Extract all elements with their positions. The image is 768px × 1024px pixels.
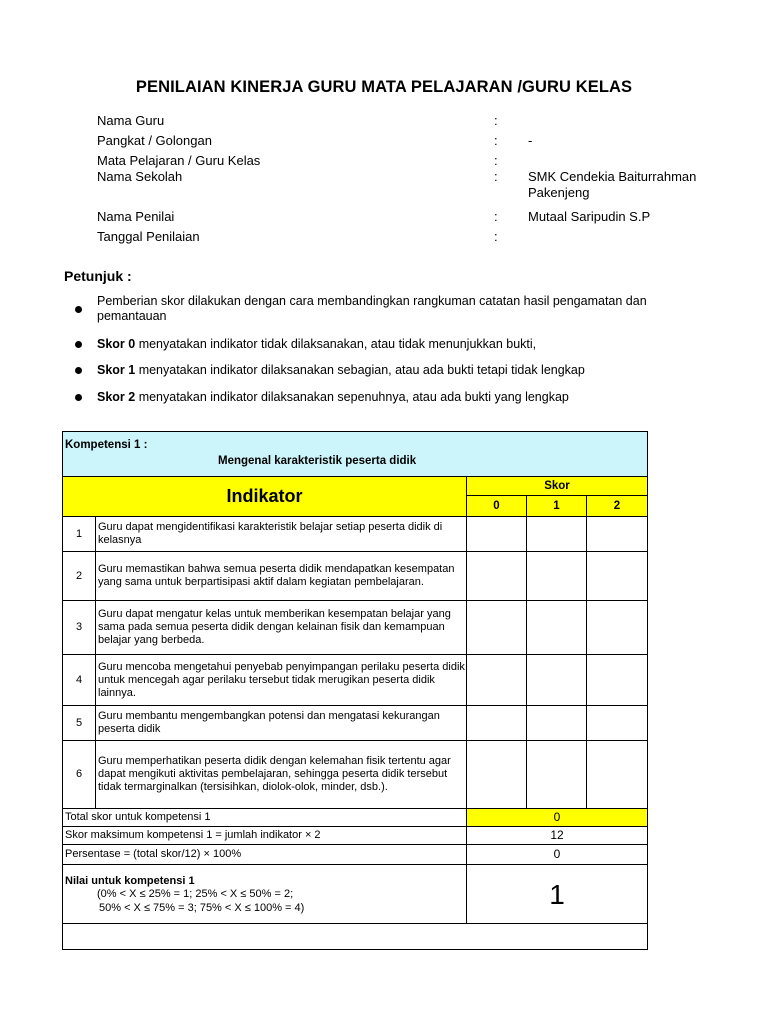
skor-cell[interactable] [526,600,587,655]
skor-cell[interactable] [526,740,587,809]
bullet-icon [75,367,82,374]
total-skor-value: 0 [466,808,648,827]
petunjuk-bold: Skor 0 [97,337,136,351]
info-colon: : [494,153,498,168]
petunjuk-desc: menyatakan indikator tidak dilaksanakan, atau tidak menunjukkan bukti, [135,337,537,351]
info-colon: : [494,209,498,224]
skor-cell[interactable] [466,705,527,741]
skor-cell[interactable] [586,516,648,552]
skor-cell[interactable] [466,654,527,706]
skor-cell[interactable] [586,600,648,655]
indikator-text: Guru memperhatikan peserta didik dengan kelemahan fisik tertentu agar dapat mengikuti aktivitas pembelajaran, sehingga peserta didik tersebut tidak termarginalkan (tersisihkan, diolok-olok, minder, dsb.). [95,740,467,809]
skor-cell[interactable] [586,654,648,706]
info-label: Pangkat / Golongan [97,133,212,148]
indikator-text: Guru memastikan bahwa semua peserta didik mendapatkan kesempatan yang sama untuk berpartisipasi aktif dalam kegiatan pembelajaran. [95,551,467,601]
info-colon: : [494,133,498,148]
petunjuk-bold: Skor 1 [97,363,136,377]
skor-cell[interactable] [526,705,587,741]
skor-col-1: 1 [526,495,587,517]
info-colon: : [494,169,498,184]
indikator-text: Guru dapat mengatur kelas untuk memberikan kesempatan belajar yang sama pada semua peserta didik dengan kelainan fisik dan kemampuan belajar yang berbeda. [95,600,467,655]
row-number: 1 [62,516,96,552]
info-label: Nama Sekolah [97,169,183,184]
skor-cell[interactable] [466,740,527,809]
kompetensi-label: Kompetensi 1 : [65,439,148,451]
petunjuk-text: Pemberian skor dilakukan dengan cara membandingkan rangkuman catatan hasil pengamatan dan pemantauan [97,294,647,323]
skor-cell[interactable] [586,740,648,809]
skor-cell[interactable] [526,551,587,601]
petunjuk-desc: menyatakan indikator dilaksanakan sebagian, atau ada bukti tetapi tidak lengkap [135,363,585,377]
skor-col-2: 2 [586,495,648,517]
kompetensi-header [62,431,648,477]
nilai-range-2: 50% < X ≤ 75% = 3; 75% < X ≤ 100% = 4) [99,902,305,914]
skor-col-0: 0 [466,495,527,517]
info-value: SMK Cendekia Baiturrahman Pakenjeng [528,169,697,200]
skor-maksimum-value: 12 [466,826,648,845]
petunjuk-text [97,337,657,352]
nilai-range-1: (0% < X ≤ 25% = 1; 25% < X ≤ 50% = 2; [97,888,294,900]
assessment-table [62,431,648,951]
info-label: Nama Penilai [97,209,175,224]
info-label: Mata Pelajaran / Guru Kelas [97,153,261,168]
row-number: 5 [62,705,96,741]
bullet-icon [75,341,82,348]
petunjuk-text [97,363,657,378]
info-label: Tanggal Penilaian [97,229,200,244]
persentase-value: 0 [466,844,648,865]
nilai-value: 1 [466,864,648,924]
skor-cell[interactable] [466,551,527,601]
indikator-text: Guru mencoba mengetahui penyebab penyimpangan perilaku peserta didik untuk mencegah agar perilaku tersebut tidak merugikan peserta didik lainnya. [95,654,467,706]
petunjuk-bold: Skor 2 [97,390,136,404]
info-label: Nama Guru [97,113,165,128]
skor-cell[interactable] [526,516,587,552]
persentase-label: Persentase = (total skor/12) × 100% [62,844,467,865]
nilai-kompetensi-cell [62,864,467,924]
info-value: Mutaal Saripudin S.P [528,209,651,224]
indikator-text: Guru dapat mengidentifikasi karakteristik belajar setiap peserta didik di kelasnya [95,516,467,552]
skor-cell[interactable] [466,600,527,655]
info-colon: : [494,229,498,244]
info-colon: : [494,113,498,128]
kompetensi-title: Mengenal karakteristik peserta didik [218,455,417,467]
skor-cell[interactable] [466,516,527,552]
indikator-text: Guru membantu mengembangkan potensi dan mengatasi kekurangan peserta didik [95,705,467,741]
skor-header: Skor [466,476,648,496]
row-number: 2 [62,551,96,601]
skor-cell[interactable] [586,705,648,741]
row-number: 3 [62,600,96,655]
info-value: - [528,133,533,148]
petunjuk-desc: menyatakan indikator dilaksanakan sepenuhnya, atau ada bukti yang lengkap [135,390,569,404]
skor-maksimum-label: Skor maksimum kompetensi 1 = jumlah indikator × 2 [62,826,467,845]
indikator-header: Indikator [62,476,467,517]
bullet-icon [75,306,82,313]
document-title: PENILAIAN KINERJA GURU MATA PELAJARAN /GURU KELAS [135,78,633,96]
petunjuk-text [97,390,657,405]
skor-cell[interactable] [526,654,587,706]
row-number: 4 [62,654,96,706]
bullet-icon [75,394,82,401]
total-skor-label: Total skor untuk kompetensi 1 [62,808,467,827]
petunjuk-title: Petunjuk : [64,268,132,284]
empty-footer-row [62,923,648,950]
nilai-label: Nilai untuk kompetensi 1 [65,875,195,887]
skor-cell[interactable] [586,551,648,601]
row-number: 6 [62,740,96,809]
